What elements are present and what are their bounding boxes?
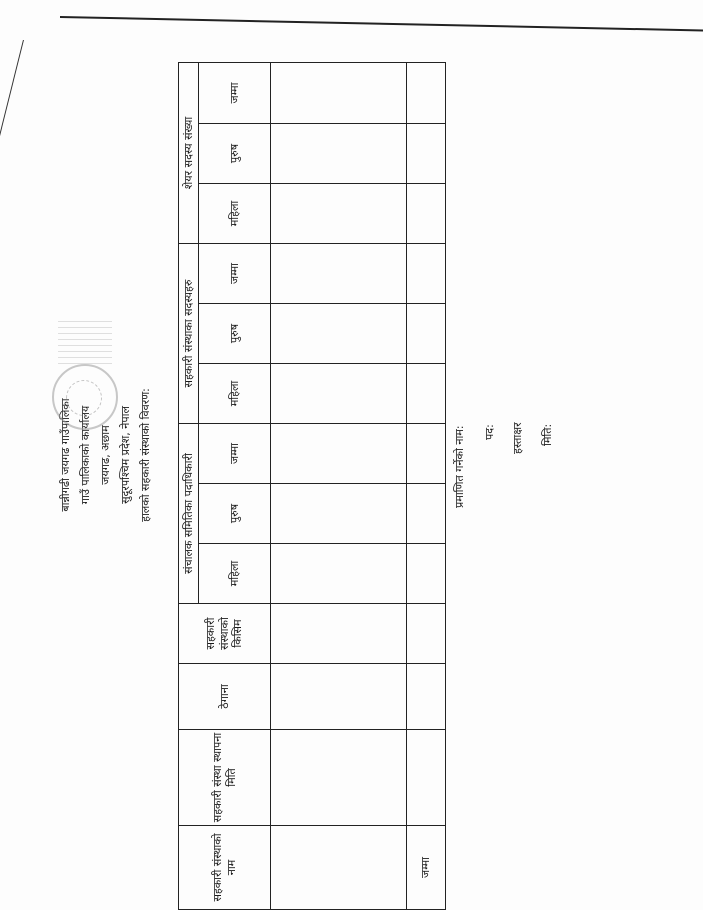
cooperative-details-table [178,62,446,910]
province-name: सुदूरपश्चिम प्रदेश, नेपाल [119,406,132,504]
table-cell [407,364,446,424]
header-establishment-date: सहकारी संस्था स्थापना मिति [179,730,271,826]
table-cell [271,124,407,184]
header-members-female: महिला [199,364,271,424]
table-cell [407,424,446,484]
table-cell [271,484,407,544]
header-cooperative-name: सहकारी संस्थाको नाम [179,826,271,910]
seal-text-lines [58,318,112,364]
header-share-female: महिला [199,184,271,244]
table-cell [271,304,407,364]
table-cell [271,244,407,304]
total-row [407,63,446,910]
header-address: ठेगाना [179,664,271,730]
table-cell [271,364,407,424]
table-cell [271,544,407,604]
office-name: गाउँ पालिकाको कार्यालय [79,405,92,505]
header-cooperative-type: सहकारी संस्थाको किसिम [179,604,271,664]
date-label: मिति: [541,423,554,446]
table-cell [271,730,407,826]
post-label: पद: [483,424,496,440]
header-committee-officials: संचालक समितिका पदाधिकारी [179,424,199,604]
header-committee-female: महिला [199,544,271,604]
header-members-total: जम्मा [199,244,271,304]
table-cell [407,730,446,826]
table-cell [271,63,407,124]
table-cell [407,604,446,664]
header-share-members: शेयर सदस्य संख्या [179,63,199,244]
table-cell [407,544,446,604]
total-row-label: जम्मा [407,826,446,910]
municipality-name: बान्नीगढी जयगढ गाउँपालिका [59,398,72,512]
table-cell [271,826,407,910]
table-cell [407,304,446,364]
table-cell [271,664,407,730]
header-committee-male: पुरुष [199,484,271,544]
header-committee-total: जम्मा [199,424,271,484]
seal-emblem [66,380,102,416]
table-row [271,63,407,910]
table-cell [407,63,446,124]
signature-label: हस्ताक्षर [511,422,524,454]
office-address: जयगढ, अछाम [99,425,112,485]
table-cell [407,184,446,244]
header-share-male: पुरुष [199,124,271,184]
table-cell [407,664,446,730]
office-seal [52,330,152,430]
page-subtitle: हालको सहकारी संस्थाको विवरण: [139,388,152,522]
table-cell [271,184,407,244]
table-cell [407,484,446,544]
table-cell [407,244,446,304]
header-share-total: जम्मा [199,63,271,124]
table-cell [271,604,407,664]
table-cell [407,124,446,184]
header-cooperative-members: सहकारी संस्थाका सदस्यहरु [179,244,199,424]
certifier-name-label: प्रमाणित गर्नेको नाम: [453,425,466,508]
table-cell [271,424,407,484]
header-members-male: पुरुष [199,304,271,364]
